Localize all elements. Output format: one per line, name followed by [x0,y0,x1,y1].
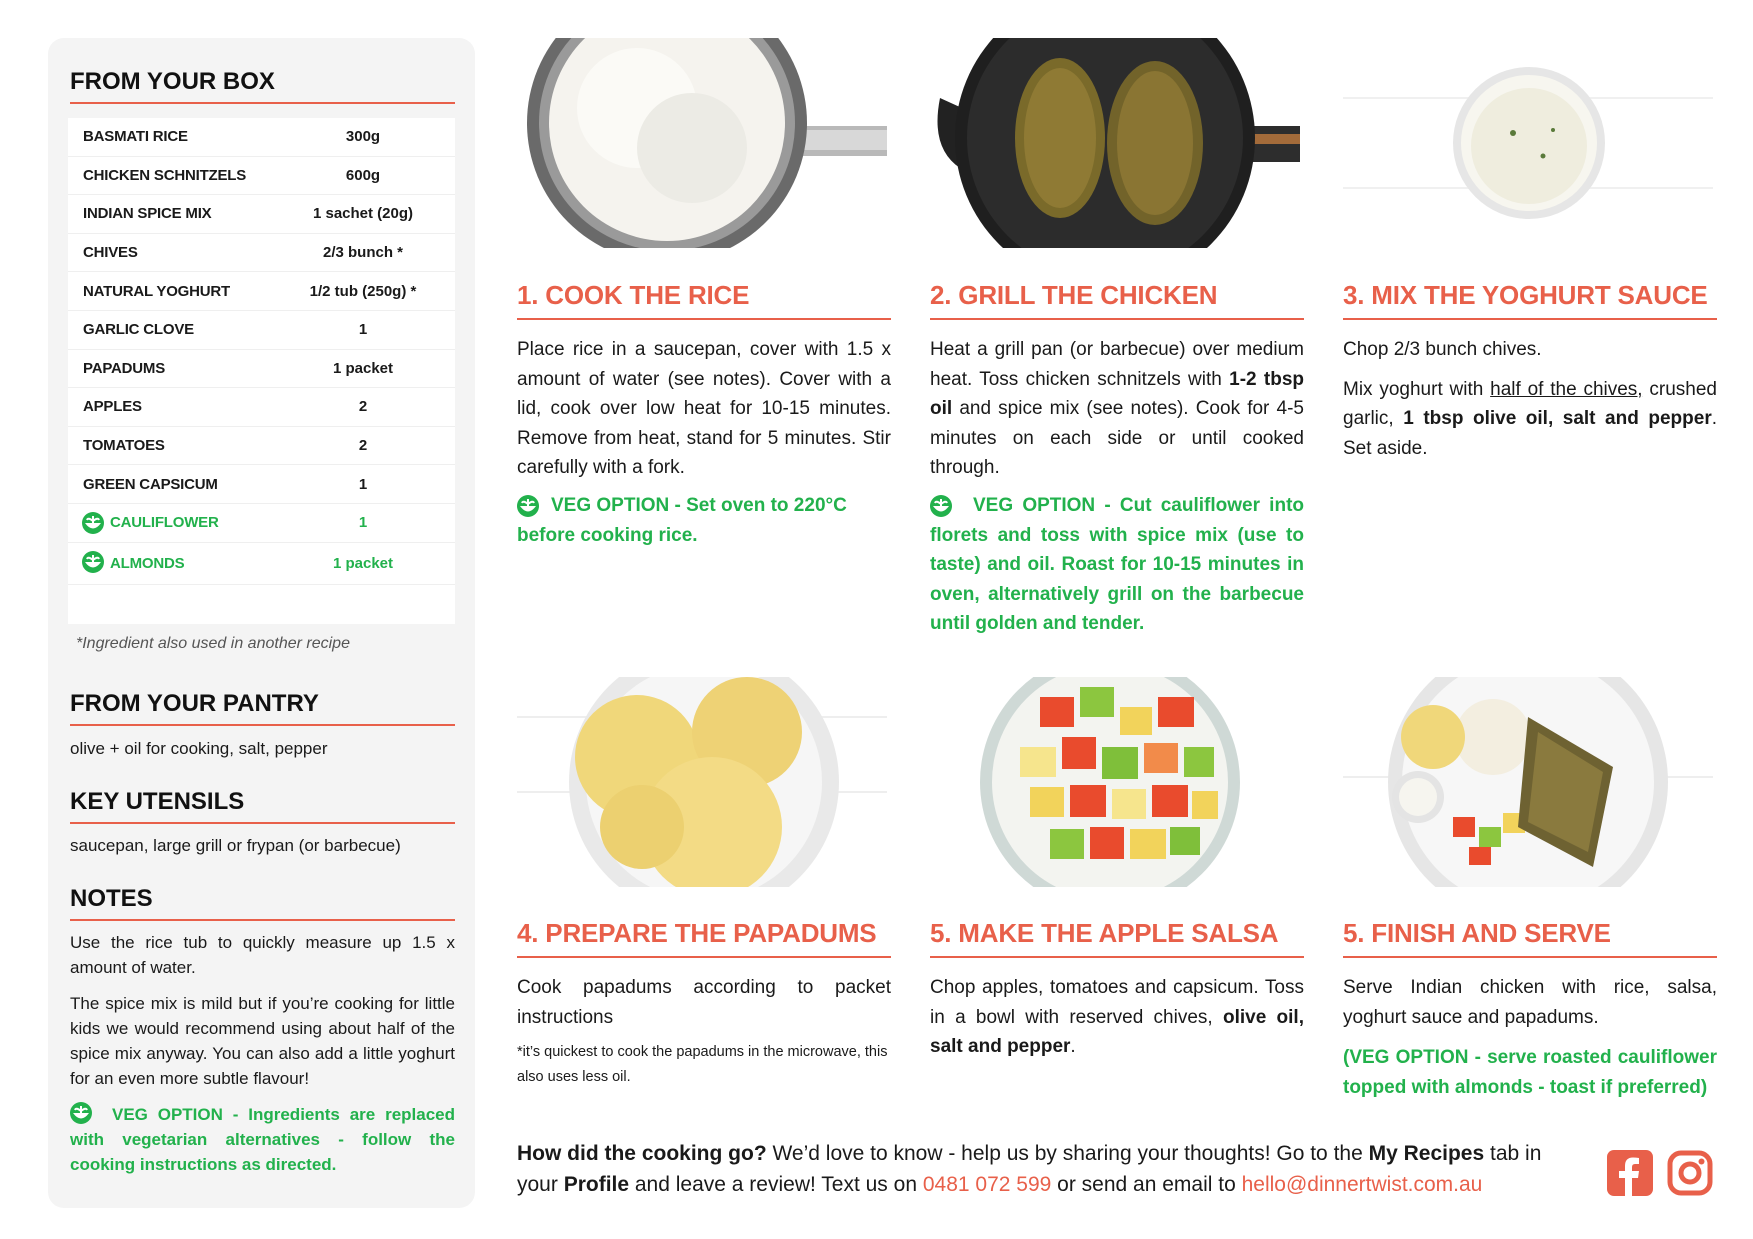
table-row [68,388,455,427]
step-1-body: Place rice in a saucepan, cover with 1.5 x amount of water (see notes). Cover with a lid, cook over low heat for 10-15 minutes. Remove from heat, stand for 5 minutes. Stir carefully with a fork. [517,339,891,478]
ingredient-qty: 1 sachet (20g) [312,205,414,223]
rice-photo [517,38,887,248]
ingredient-table [68,118,455,624]
step-4-title: 4. PREPARE THE PAPADUMS [517,918,891,958]
step-6-body: Serve Indian chicken with rice, salsa, yoghurt sauce and papadums. [1343,977,1717,1028]
step-3-paragraph [1343,375,1717,464]
utensils-heading: KEY UTENSILS [70,788,455,824]
ingredient-footnote: *Ingredient also used in another recipe [76,635,350,652]
yoghurt-sauce-photo [1343,38,1713,248]
utensils-text: saucepan, large grill or frypan (or barbecue) [70,836,401,855]
step-3-bold: 1 tbsp olive oil, salt and pepper [1403,408,1712,429]
step-3-underline: half of the chives, [1490,378,1643,400]
table-row [68,272,455,311]
step-2-text: Heat a grill pan (or barbecue) over medium heat. Toss chicken schnitzels with [930,339,1304,390]
ingredient-qty: 1 packet [332,554,394,572]
footer-text: and leave a review! Text us on [629,1173,923,1196]
ingredient-qty: 1 packet [332,359,394,377]
ingredient-name: GREEN CAPSICUM [83,475,218,493]
ingredient-qty: 300g [345,128,381,146]
ingredient-qty: 1 [358,514,368,532]
ingredient-name: CAULIFLOWER [110,514,219,532]
footer-question: How did the cooking go? [517,1142,767,1165]
apple-salsa-photo [930,677,1300,887]
step-3-text: Mix yoghurt with [1343,378,1491,400]
from-your-box-heading: FROM YOUR BOX [70,68,455,104]
step-2-body [930,335,1304,483]
grill-chicken-photo [930,38,1300,248]
notes-veg-text: VEG OPTION - Ingredients are replaced with vegetarian alternatives - follow the cooking instructions as directed. [70,1105,455,1174]
ingredient-name: APPLES [83,398,142,416]
veg-leaf-icon [82,551,104,573]
step-2-bold: 1-2 tbsp oil [930,368,1304,419]
footer-text: or send an email to [1051,1173,1242,1196]
ingredient-name: PAPADUMS [83,359,166,377]
table-row [68,427,455,466]
ingredients-panel [48,38,475,1208]
ingredient-name: CHIVES [83,244,138,262]
step-3-text: crushed garlic, [1343,378,1717,429]
table-row [68,465,455,504]
step-1-veg-option: VEG OPTION - Set oven to 220°C before cooking rice. [517,495,847,546]
email-link[interactable]: hello@dinnertwist.com.au [1241,1173,1483,1196]
ingredient-qty: 2 [358,437,368,455]
facebook-icon[interactable] [1607,1150,1653,1196]
feedback-footer [517,1138,1577,1200]
step-3-body [1343,335,1717,473]
table-row [68,350,455,389]
papadums-photo [517,677,887,887]
ingredient-qty: 1 [358,321,368,339]
table-row [68,234,455,273]
step-3-title: 3. MIX THE YOGHURT SAUCE [1343,280,1717,320]
phone-link[interactable]: 0481 072 599 [922,1173,1052,1196]
notes-heading: NOTES [70,885,455,921]
step-5-body [930,973,1304,1062]
my-recipes-link[interactable]: My Recipes [1368,1142,1485,1165]
table-row-veg [68,504,455,543]
profile-link[interactable]: Profile [563,1173,630,1196]
step-4-body: Cook papadums according to packet instructions [517,977,891,1028]
notes-paragraph: Use the rice tub to quickly measure up 1.5 x amount of water. [70,933,455,977]
pantry-text: olive + oil for cooking, salt, pepper [70,739,328,758]
step-3-text: Chop 2/3 bunch chives. [1343,339,1542,360]
step-5-text: . [1070,1036,1076,1057]
table-row [68,157,455,196]
ingredient-qty: 2/3 bunch * [322,244,404,262]
table-row [68,195,455,234]
footer-text: We’d love to know - help us by sharing your thoughts! Go to the [766,1142,1369,1165]
notes-veg-option [70,1102,455,1177]
table-row-veg [68,543,455,585]
ingredient-name: GARLIC CLOVE [83,321,194,339]
finished-dish-photo [1343,677,1713,887]
veg-leaf-icon [70,1102,92,1124]
step-1-title: 1. COOK THE RICE [517,280,891,320]
ingredient-name: CHICKEN SCHNITZELS [83,166,247,184]
notes-paragraph: The spice mix is mild but if you’re cooking for little kids we would recommend using about half of the spice mix anyway. You can also add a little yoghurt for an even more subtle flavour! [70,994,455,1088]
step-5-text: Chop apples, tomatoes and capsicum. Toss in a bowl with reserved chives, [930,977,1304,1028]
step-6-veg-option: (VEG OPTION - serve roasted cauliflower topped with almonds - toast if preferred) [1343,1047,1717,1098]
instagram-icon[interactable] [1667,1150,1713,1196]
ingredient-name: INDIAN SPICE MIX [83,205,212,223]
ingredient-name: BASMATI RICE [83,128,188,146]
table-row [68,118,455,157]
step-2-veg-option: VEG OPTION - Cut cauliflower into florets and toss with spice mix (use to taste) and oil. Roast for 10-15 minutes in oven, alternatively grill on the barbecue until golden and tender. [930,495,1304,634]
veg-leaf-icon [82,512,104,534]
ingredient-name: TOMATOES [83,437,165,455]
ingredient-name: NATURAL YOGHURT [83,282,231,300]
table-row [68,311,455,350]
ingredient-qty: 1/2 tub (250g) * [309,282,417,300]
ingredient-name: ALMONDS [110,554,185,572]
step-5-bold: olive oil, salt and pepper [930,1006,1304,1057]
ingredient-qty: 1 [358,475,368,493]
step-3-text: . Set aside. [1343,408,1717,459]
step-6-title: 5. FINISH AND SERVE [1343,918,1717,958]
step-4-footnote: *it’s quickest to cook the papadums in the microwave, this also uses less oil. [517,1044,888,1085]
step-2-text: and spice mix (see notes). Cook for 4-5 minutes on each side or until cooked through. [930,398,1304,478]
ingredient-qty: 2 [358,398,368,416]
step-2-title: 2. GRILL THE CHICKEN [930,280,1304,320]
footer-text: tab in your [517,1142,1542,1196]
step-5-title: 5. MAKE THE APPLE SALSA [930,918,1304,958]
ingredient-qty: 600g [345,166,381,184]
pantry-heading: FROM YOUR PANTRY [70,690,455,726]
